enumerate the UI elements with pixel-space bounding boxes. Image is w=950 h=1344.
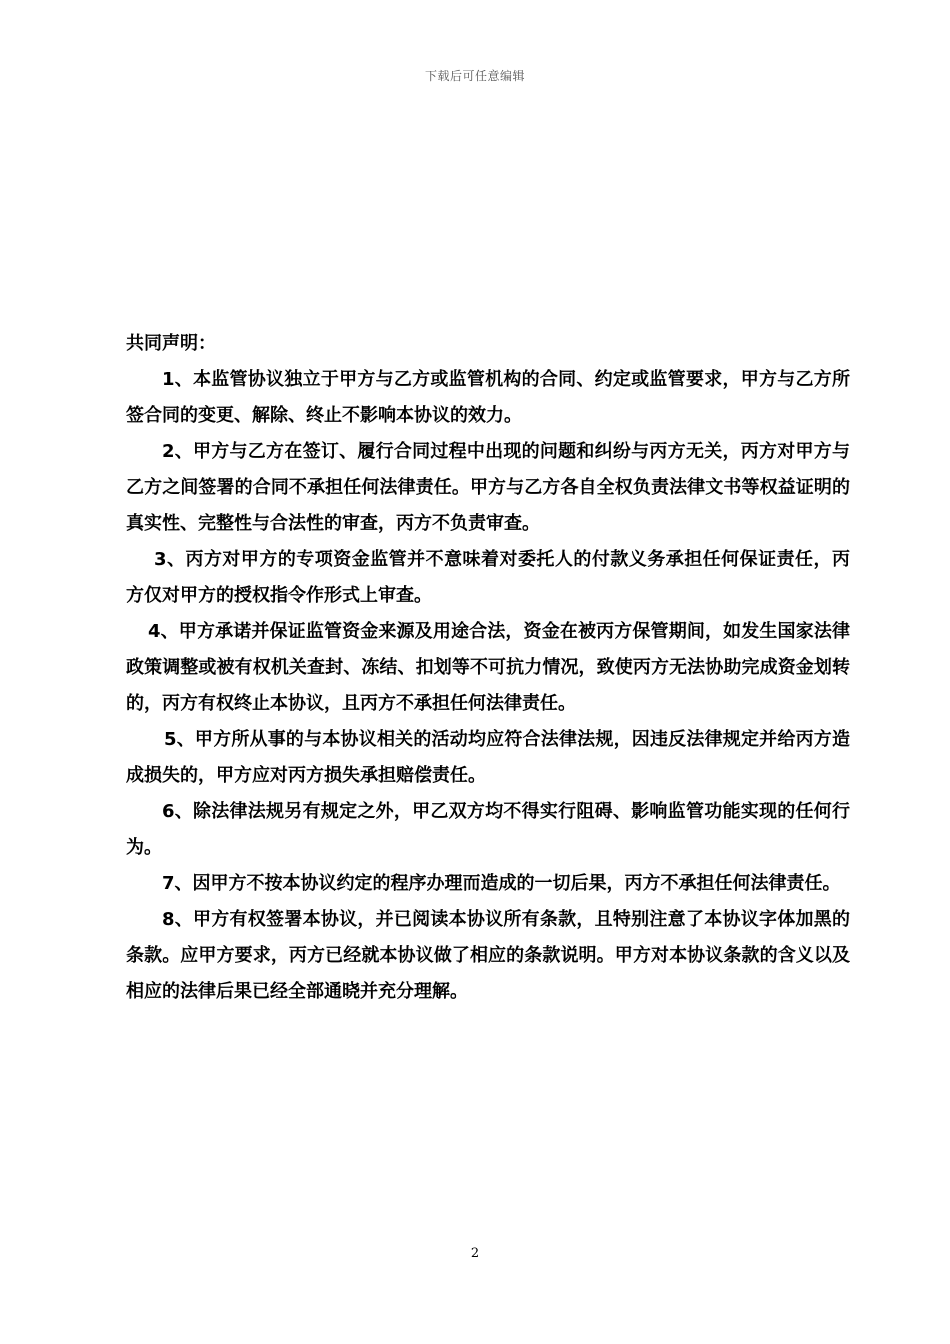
clause-4: 4、甲方承诺并保证监管资金来源及用途合法，资金在被丙方保管期间，如发生国家法律政策调整或被有权机关查封、冻结、扣划等不可抗力情况，致使丙方无法协助完成资金划转的，丙方有权终止本协议，且丙方不承担任何法律责任。 [126,621,850,714]
clause-2: 2、甲方与乙方在签订、履行合同过程中出现的问题和纠纷与丙方无关，丙方对甲方与乙方之间签署的合同不承担任何法律责任。甲方与乙方各自全权负责法律文书等权益证明的真实性、完整性与合法性的审查，丙方不负责审查。 [126,441,850,534]
clause-3: 3、丙方对甲方的专项资金监管并不意味着对委托人的付款义务承担任何保证责任，丙方仅对甲方的授权指令作形式上审查。 [126,549,850,606]
header-note: 下载后可任意编辑 [424,69,525,83]
clause-5: 5、甲方所从事的与本协议相关的活动均应符合法律法规，因违反法律规定并给丙方造成损失的，甲方应对丙方损失承担赔偿责任。 [126,729,850,786]
section-title: 共同声明： [126,333,216,354]
page-number: 2 [470,1246,480,1261]
clause-1: 1、本监管协议独立于甲方与乙方或监管机构的合同、约定或监管要求，甲方与乙方所签合同的变更、解除、终止不影响本协议的效力。 [126,369,850,426]
clause-8: 8、甲方有权签署本协议，并已阅读本协议所有条款，且特别注意了本协议字体加黑的条款。应甲方要求，丙方已经就本协议做了相应的条款说明。甲方对本协议条款的含义以及相应的法律后果已经全部通晓并充分理解。 [126,909,850,1002]
document-body [126,326,850,1010]
clause-7: 7、因甲方不按本协议约定的程序办理而造成的一切后果，丙方不承担任何法律责任。 [162,873,841,894]
clause-6: 6、除法律法规另有规定之外，甲乙双方均不得实行阻碍、影响监管功能实现的任何行为。 [126,801,850,858]
